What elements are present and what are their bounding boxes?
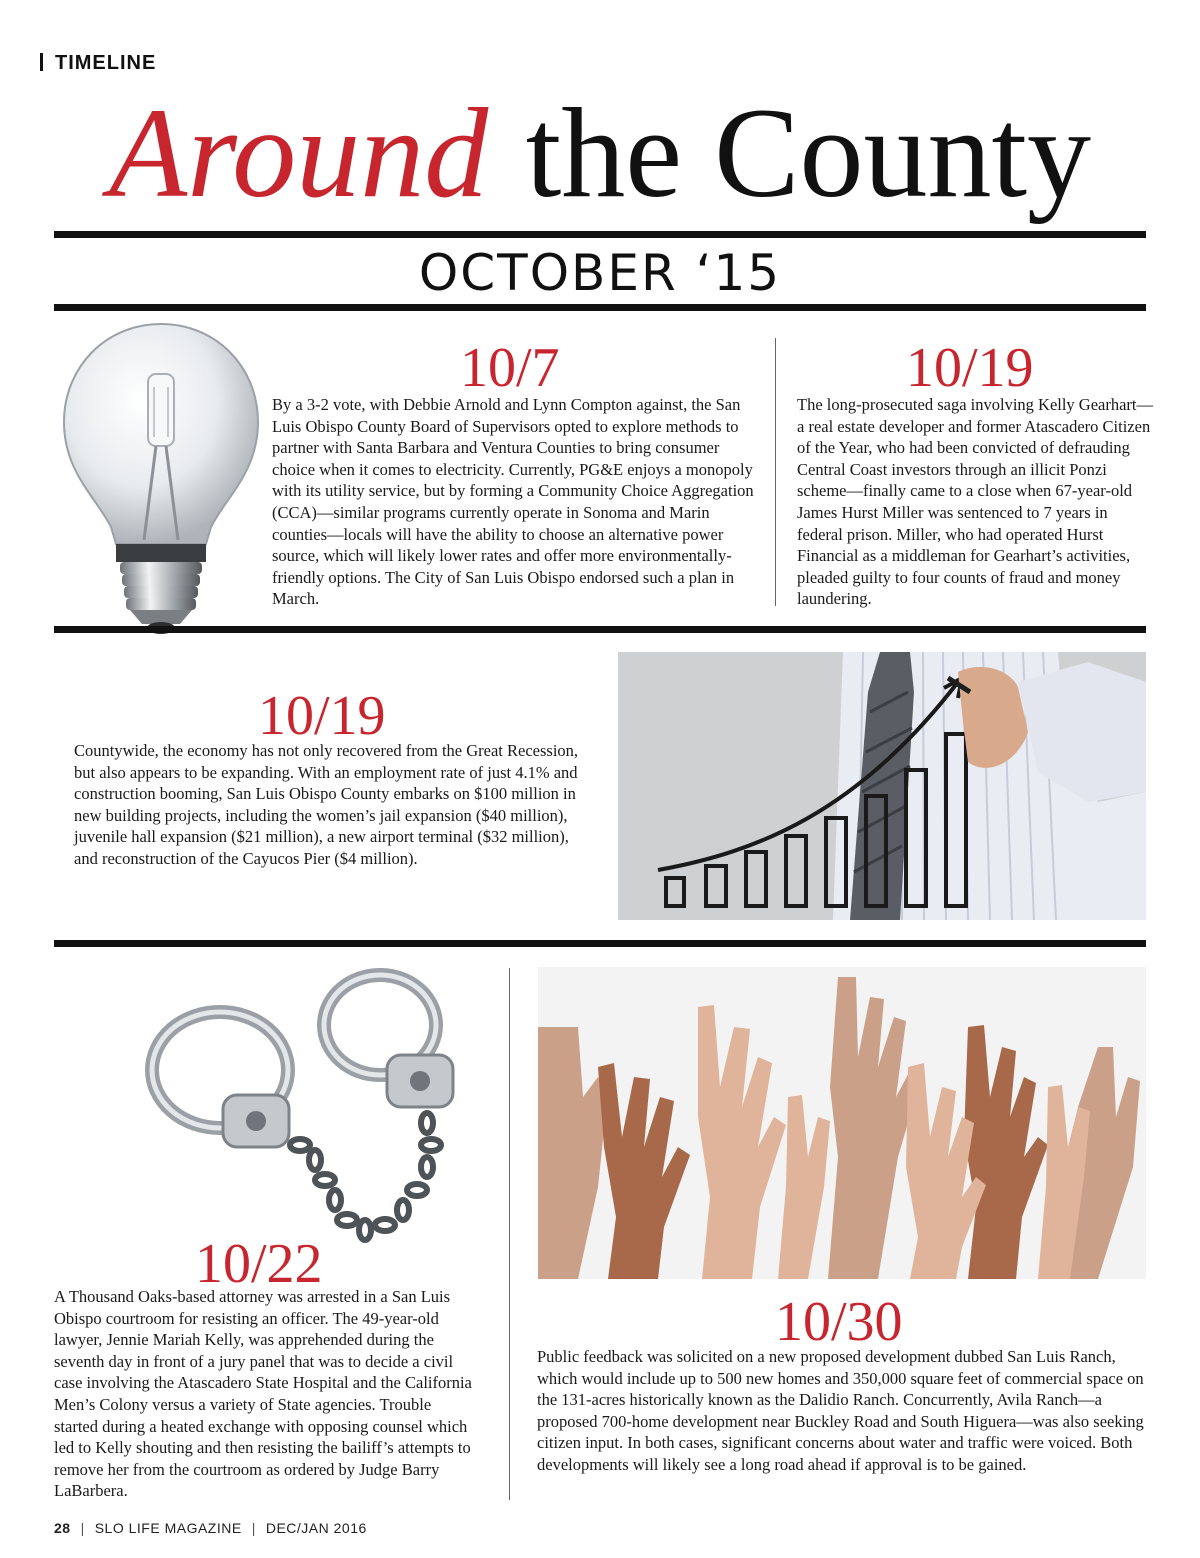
rule-top	[54, 231, 1146, 238]
title-black: the County	[525, 82, 1092, 224]
entry-text: A Thousand Oaks-based attorney was arrested in a San Luis Obispo courtroom for resisting an officer. The 49-year-old lawyer, Jennie Mariah Kelly, was apprehended during the seventh day in front of a jury panel that was to decide a civil case involving the Atascadero State Hospital and the California Men’s Colony versus a variety of State agencies. Trouble started during a heated exchange with opposing counsel which led to Kelly shouting and then resisting the bailiff’s attempts to remove her from the courtroom as ordered by Judge Barry LaBarbera.	[54, 1287, 472, 1501]
lightbulb-image	[56, 312, 266, 642]
column-divider	[509, 968, 510, 1500]
section-bar	[40, 53, 43, 71]
footer-separator: |	[80, 1520, 85, 1536]
entry-date: 10/7	[460, 337, 560, 399]
entry-text: Countywide, the economy has not only recovered from the Great Recession, but also appears to be expanding. With an employment rate of just 4.1% and construction booming, San Luis Obispo County embarks on $100 million in new building projects, including the women’s jail expansion ($40 million), juvenile hall expansion ($21 million), a new airport terminal ($32 million), and reconstruction of the Cayucos Pier ($4 million).	[74, 741, 579, 868]
entry-text: Public feedback was solicited on a new proposed development dubbed San Luis Ranch, which would include up to 500 new homes and 350,000 square feet of commercial space on the 131-acres historically known as the Dalidio Ranch. Concurrently, Avila Ranch—a proposed 700-home development near Buckley Road and South Higuera—was also seeking citizen input. In both cases, significant concerns about water and traffic were voiced. Both developments will likely see a long road ahead if approval is to be gained.	[537, 1347, 1144, 1474]
entry-text: The long-prosecuted saga involving Kelly Gearhart—a real estate developer and former Atascadero Citizen of the Year, who had been convicted of defrauding Central Coast investors through an illicit Ponzi scheme—finally came to a close when 67-year-old James Hurst Miller was sentenced to 7 years in federal prison. Miller, who had operated Hurst Financial as a middleman for Gearhart’s activities, pleaded guilty to four counts of fraud and money laundering.	[797, 395, 1154, 609]
page-footer	[54, 1520, 367, 1536]
entry-text: By a 3-2 vote, with Debbie Arnold and Lynn Compton against, the San Luis Obispo County Board of Supervisors opted to explore methods to partner with Santa Barbara and Ventura Counties to bring consumer choice when it comes to electricity. Currently, PG&E enjoys a monopoly with its utility service, but by forming a Community Choice Aggregation (CCA)—similar programs currently operate in Sonoma and Marin counties—locals will have the ability to choose an alternative power source, which will likely lower rates and offer more environmentally-friendly options. The City of San Luis Obispo endorsed such a plan in March.	[272, 395, 754, 609]
section-label	[40, 52, 156, 75]
footer-separator: |	[251, 1520, 256, 1536]
rule-divider	[54, 626, 1146, 633]
entry-date: 10/22	[195, 1233, 323, 1295]
growth-chart-image	[618, 652, 1146, 920]
title-red: Around	[108, 82, 489, 224]
magazine-name: SLO LIFE MAGAZINE	[94, 1520, 242, 1536]
issue-date: DEC/JAN 2016	[265, 1520, 367, 1536]
entry-date: 10/19	[258, 685, 386, 747]
raised-hands-image	[538, 967, 1146, 1279]
rule-divider	[54, 940, 1146, 947]
rule-month	[54, 304, 1146, 311]
entry-date: 10/19	[906, 337, 1034, 399]
page-number: 28	[54, 1520, 71, 1536]
page-title	[0, 78, 1200, 230]
column-divider	[775, 338, 776, 606]
month-heading: OCTOBER ‘15	[418, 244, 782, 302]
entry-date: 10/30	[775, 1291, 903, 1353]
section-label-text: TIMELINE	[55, 52, 157, 74]
